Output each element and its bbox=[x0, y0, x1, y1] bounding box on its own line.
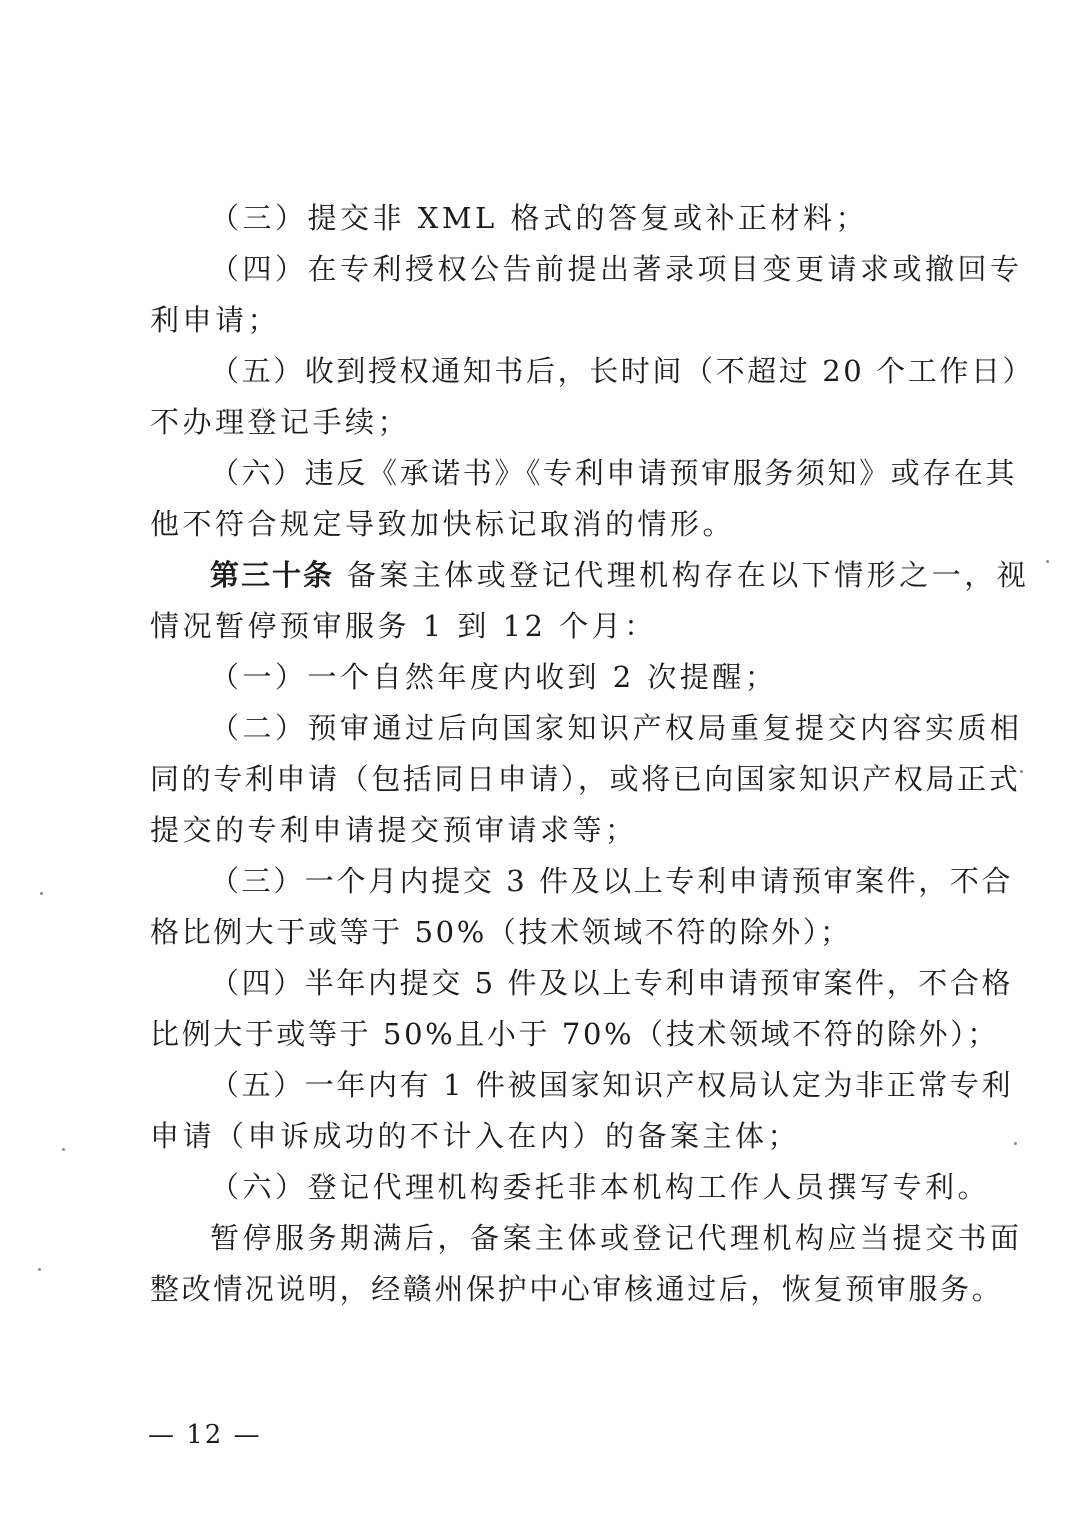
paragraph-line: （六）登记代理机构委托非本机构工作人员撰写专利。 bbox=[210, 1170, 991, 1204]
paragraph-line: （三）提交非 XML 格式的答复或补正材料； bbox=[210, 201, 869, 235]
scan-speck bbox=[1014, 1142, 1017, 1145]
paragraph-line: （三）一个月内提交 3 件及以上专利申请预审案件，不合 bbox=[210, 864, 1014, 898]
scan-speck bbox=[40, 892, 43, 895]
paragraph-line: （二）预审通过后向国家知识产权局重复提交内容实质相 bbox=[210, 711, 1023, 745]
paragraph-line: 利申请； bbox=[150, 303, 281, 337]
paragraph-line: （四）半年内提交 5 件及以上专利申请预审案件，不合格 bbox=[210, 966, 1014, 1000]
page-number: — 12 — bbox=[148, 1420, 262, 1450]
article-line bbox=[150, 550, 1030, 601]
scan-speck bbox=[1020, 770, 1023, 773]
paragraph-line: 整改情况说明，经赣州保护中心审核通过后，恢复预审服务。 bbox=[150, 1272, 1004, 1306]
paragraph-line: 暂停服务期满后，备案主体或登记代理机构应当提交书面 bbox=[210, 1221, 1023, 1255]
paragraph-line: （六）违反《承诺书》《专利申请预审服务须知》或存在其 bbox=[210, 456, 1018, 490]
paragraph-line: 格比例大于或等于 50%（技术领域不符的除外）； bbox=[150, 915, 852, 949]
paragraph-line: 同的专利申请（包括同日申请），或将已向国家知识产权局正式 bbox=[150, 762, 1021, 796]
scan-speck bbox=[1046, 560, 1049, 563]
paragraph-line: 情况暂停预审服务 1 到 12 个月： bbox=[150, 609, 657, 643]
paragraph-line: 提交的专利申请提交预审请求等； bbox=[150, 813, 638, 847]
document-body bbox=[150, 193, 1035, 1315]
paragraph-line: （五）收到授权通知书后，长时间（不超过 20 个工作日） bbox=[210, 354, 1035, 388]
paragraph-line: （一）一个自然年度内收到 2 次提醒； bbox=[210, 660, 778, 694]
paragraph-line: 申请（申诉成功的不计入在内）的备案主体； bbox=[150, 1119, 801, 1153]
paragraph-line: 不办理登记手续； bbox=[150, 405, 411, 439]
paragraph-line: （四）在专利授权公告前提出著录项目变更请求或撤回专 bbox=[210, 252, 1023, 286]
article-heading: 第三十条 bbox=[210, 558, 335, 592]
paragraph-line: 比例大于或等于 50%且小于 70%（技术领域不符的除外）； bbox=[150, 1017, 999, 1051]
paragraph-line: （五）一年内有 1 件被国家知识产权局认定为非正常专利 bbox=[210, 1068, 1014, 1102]
scan-speck bbox=[38, 1268, 41, 1271]
scan-speck bbox=[62, 1148, 65, 1151]
paragraph-line: 他不符合规定导致加快标记取消的情形。 bbox=[150, 507, 736, 541]
article-text: 备案主体或登记代理机构存在以下情形之一，视 bbox=[346, 558, 1030, 592]
